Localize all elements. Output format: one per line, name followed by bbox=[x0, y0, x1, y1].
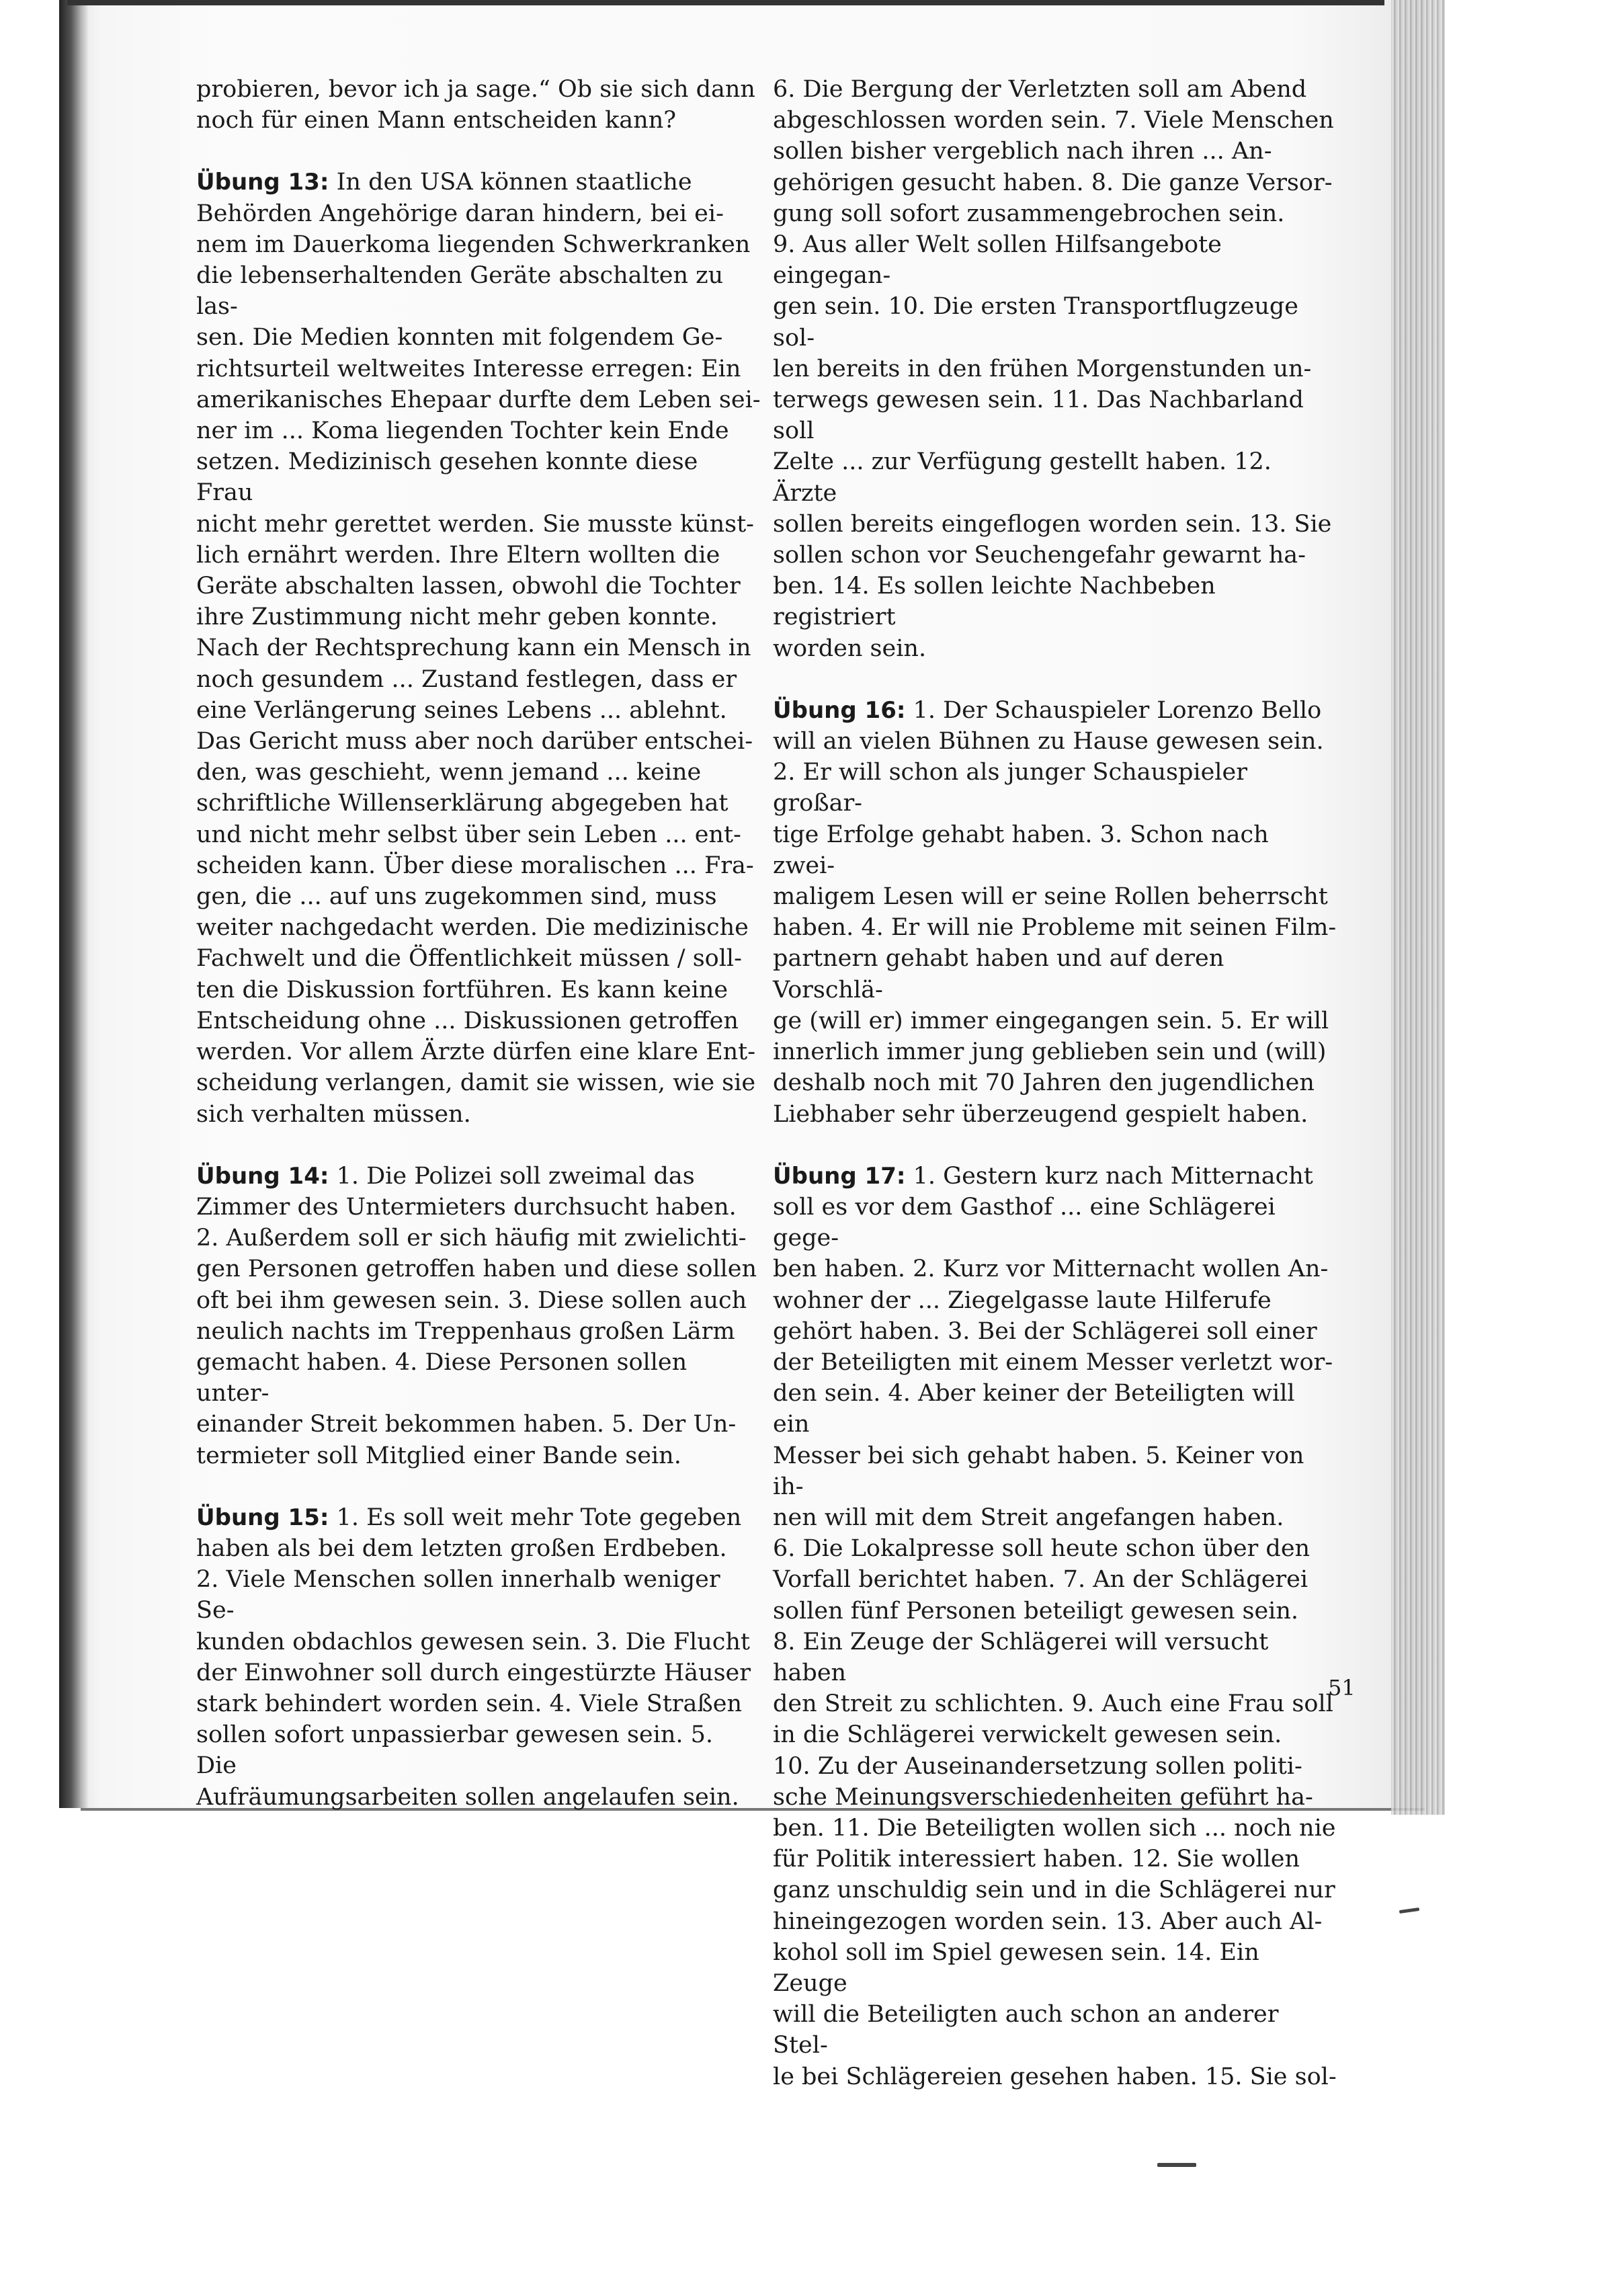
exercise-13 bbox=[196, 167, 761, 1129]
book-spine-shadow bbox=[59, 0, 89, 1808]
exercise-13-text: In den USA können staatliche Behörden Angehörige daran hindern, bei ei- nem im Dauerkoma liegenden Schwerkranken die lebenserhaltenden Geräte abschalten zu las- sen. Die Medien konnten mit folgendem Ge- richtsurteil weltweites Interesse erregen: Ein amerikanisches Ehepaar durfte dem Leben sei- ner im ... Koma liegenden Tochter kein Ende setzen. Medizinisch gesehen konnte diese Frau nicht mehr gerettet werden. Sie musste künst- lich ernährt werden. Ihre Eltern wollten die Geräte abschalten lassen, obwohl die Tochter ihre Zustimmung nicht mehr geben konnte. Nach der Rechtsprechung kann ein Mensch in noch gesundem ... Zustand festlegen, dass er eine Verlängerung seines Lebens ... ablehnt. Das Gericht muss aber noch darüber entschei- den, was geschieht, wenn jemand ... keine schriftliche Willenserklärung abgegeben hat und nicht mehr selbst über sein Leben ... ent- scheiden kann. Über diese moralischen ... Fra- gen, die ... auf uns zugekommen sind, muss weiter nachgedacht werden. Die medizinische Fachwelt und die Öffentlichkeit müssen / soll- ten die Diskussion fortführen. Es kann keine Entscheidung ohne ... Diskussionen getroffen werden. Vor allem Ärzte dürfen eine klare Ent- scheidung verlangen, damit sie wissen, wie sie sich verhalten müssen. bbox=[196, 169, 761, 1128]
exercise-15-text: 1. Es soll weit mehr Tote gegeben haben als bei dem letzten großen Erdbeben. 2. Viele Menschen sollen innerhalb weniger Se- kunden obdachlos gewesen sein. 3. Die Flucht der Einwohner soll durch eingestürzte Häuser stark behindert worden sein. 4. Viele Straßen sollen sofort unpassierbar gewesen sein. 5. Die Aufräumungsarbeiten sollen angelaufen sein. bbox=[196, 1504, 751, 1811]
exercise-14-text: 1. Die Polizei soll zweimal das Zimmer des Untermieters durchsucht haben. 2. Außerdem soll er sich häufig mit zwielichti- gen Personen getroffen haben und diese sollen oft bei ihm gewesen sein. 3. Diese sollen auch neulich nachts im Treppenhaus großen Lärm gemacht haben. 4. Diese Personen sollen unter- einander Streit bekommen haben. 5. Der Un- termieter soll Mitglied einer Bande sein. bbox=[196, 1162, 757, 1469]
exercise-17-label: Übung 17: bbox=[773, 1162, 906, 1190]
exercise-16 bbox=[773, 695, 1337, 1130]
exercise-15-label: Übung 15: bbox=[196, 1504, 329, 1531]
exercise-17 bbox=[773, 1161, 1337, 2092]
exercise-14 bbox=[196, 1161, 761, 1471]
page-number: 51 bbox=[1328, 1675, 1356, 1700]
exercise-15-continued-text: 6. Die Bergung der Verletzten soll am Abend abgeschlossen worden sein. 7. Viele Menschen sollen bisher vergeblich nach ihren ... An- gehörigen gesucht haben. 8. Die ganze Versor- gung soll sofort zusammengebrochen sein. 9. Aus aller Welt sollen Hilfsangebote eingegan- gen sein. 10. Die ersten Transportflugzeuge sol- len bereits in den frühen Morgenstunden un- terwegs gewesen sein. 11. Das Nachbarland soll Zelte ... zur Verfügung gestellt haben. 12. Ärzte sollen bereits eingeflogen worden sein. 13. Sie sollen schon vor Seuchengefahr gewarnt ha- ben. 14. Es sollen leichte Nachbeben registriert worden sein. bbox=[773, 76, 1334, 662]
right-column bbox=[773, 74, 1337, 2123]
scan-dash-mark bbox=[1399, 1908, 1419, 1914]
exercise-15 bbox=[196, 1502, 761, 1813]
exercise-16-text: 1. Der Schauspieler Lorenzo Bello will an vielen Bühnen zu Hause gewesen sein. 2. Er will schon als junger Schauspieler großar- tige Erfolge gehabt haben. 3. Schon nach zwei- maligem Lesen will er seine Rollen beherrscht haben. 4. Er will nie Probleme mit seinen Film- partnern gehabt haben und auf deren Vorschlä- ge (will er) immer eingegangen sein. 5. Er will innerlich immer jung geblieben sein und (will) deshalb noch mit 70 Jahren den jugendlichen Liebhaber sehr überzeugend gespielt haben. bbox=[773, 696, 1337, 1128]
intro-text: probieren, bevor ich ja sage.“ Ob sie sich dann noch für einen Mann entscheiden kann? bbox=[196, 76, 755, 134]
exercise-13-label: Übung 13: bbox=[196, 169, 329, 196]
scan-top-edge bbox=[67, 0, 1384, 5]
left-column bbox=[196, 74, 761, 1844]
exercise-15-continued bbox=[773, 74, 1337, 664]
exercise-14-label: Übung 14: bbox=[196, 1162, 329, 1190]
exercise-16-label: Übung 16: bbox=[773, 696, 906, 724]
page-edges bbox=[1391, 0, 1445, 1815]
intro-paragraph bbox=[196, 74, 761, 136]
scan-smudge-mark bbox=[1157, 2163, 1196, 2167]
exercise-17-text: 1. Gestern kurz nach Mitternacht soll es vor dem Gasthof ... eine Schlägerei gege- ben haben. 2. Kurz vor Mitternacht wollen An- wohner der ... Ziegelgasse laute Hilferufe gehört haben. 3. Bei der Schlägerei soll einer der Beteiligten mit einem Messer verletzt wor- den sein. 4. Aber keiner der Beteiligten will ein Messer bei sich gehabt haben. 5. Keiner von ih- nen will mit dem Streit angefangen haben. 6. Die Lokalpresse soll heute schon über den Vorfall berichtet haben. 7. An der Schlägerei sollen fünf Personen beteiligt gewesen sein. 8. Ein Zeuge der Schlägerei will versucht haben den Streit zu schlichten. 9. Auch eine Frau soll in die Schlägerei verwickelt gewesen sein. 10. Zu der Auseinandersetzung sollen politi- sche Meinungsverschiedenheiten geführt ha- ben. 11. Die Beteiligten wollen sich ... noch nie für Politik interessiert haben. 12. Sie wollen ganz unschuldig sein und in die Schlägerei nur hineingezogen worden sein. 13. Aber auch Al- kohol soll im Spiel gewesen sein. 14. Ein Zeuge will die Beteiligten auch schon an anderer Stel- le bei Schlägereien gesehen haben. 15. Sie sol- bbox=[773, 1162, 1337, 2090]
